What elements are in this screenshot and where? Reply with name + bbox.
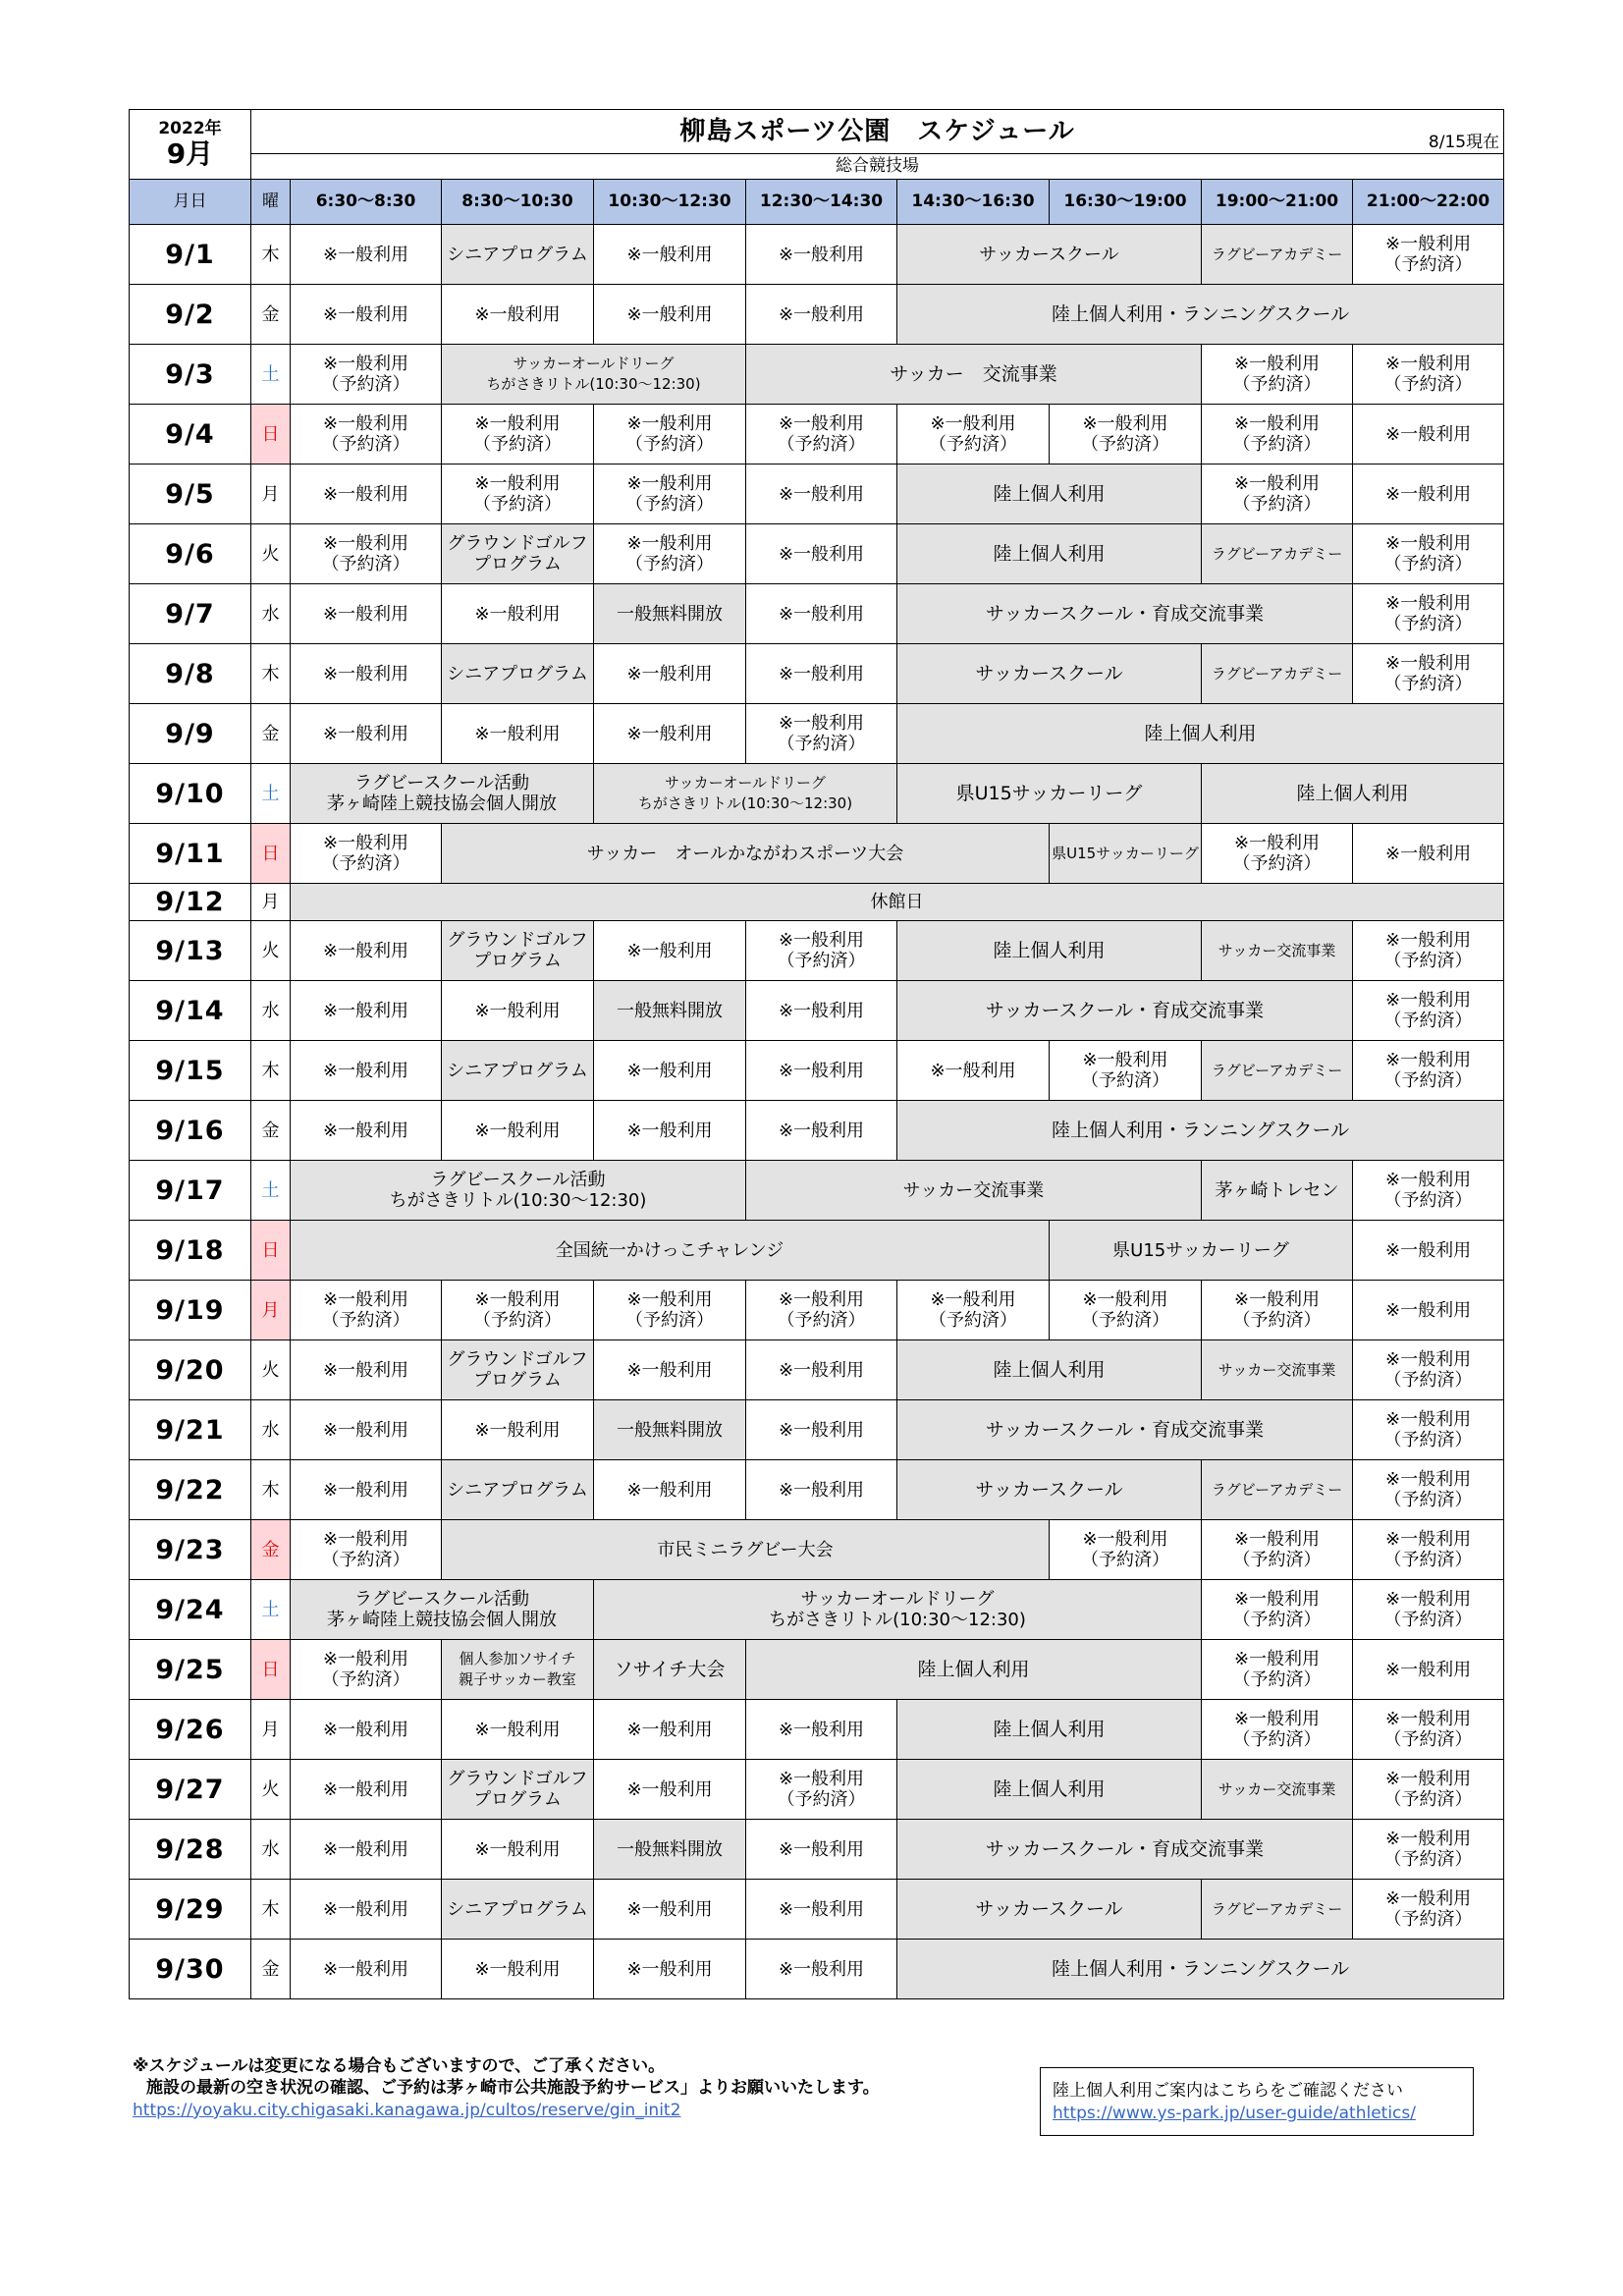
slot-cell: ※一般利用 （予約済） [746, 405, 897, 465]
slot-cell: ※一般利用 （予約済） [746, 704, 897, 764]
slot-cell: ※一般利用 [746, 584, 897, 644]
row-weekday: 金 [251, 704, 291, 764]
slot-cell: ※一般利用 [291, 1340, 442, 1400]
footer [129, 2051, 1523, 2150]
slot-cell: ※一般利用 [1353, 1221, 1504, 1281]
slot-cell: ※一般利用 （予約済） [1353, 1580, 1504, 1640]
program-cell: 陸上個人利用 [897, 465, 1202, 524]
program-cell: シニアプログラム [442, 644, 594, 704]
slot-cell: ※一般利用 [594, 1340, 746, 1400]
slot-cell: ※一般利用 [594, 285, 746, 345]
schedule-row [130, 1400, 1504, 1460]
slot-cell: ※一般利用 [291, 1460, 442, 1520]
row-weekday: 月 [251, 1700, 291, 1760]
slot-cell: ※一般利用 [442, 704, 594, 764]
slot-cell: ※一般利用 [746, 225, 897, 285]
slot-cell: ※一般利用 [1353, 1640, 1504, 1700]
program-cell: サッカー交流事業 [1202, 921, 1353, 981]
program-cell: グラウンドゴルフ プログラム [442, 1760, 594, 1820]
slot-cell: ※一般利用 [291, 285, 442, 345]
row-date: 9/6 [130, 524, 251, 584]
slot-cell: ※一般利用 [442, 285, 594, 345]
slot-cell: ※一般利用 （予約済） [897, 405, 1050, 465]
schedule-row [130, 225, 1504, 285]
program-cell: 陸上個人利用・ランニングスクール [897, 1101, 1504, 1161]
col-header-slot: 6:30～8:30 [291, 180, 442, 225]
slot-cell: ※一般利用 [746, 1340, 897, 1400]
schedule-row [130, 1161, 1504, 1221]
slot-cell: ※一般利用 （予約済） [1202, 465, 1353, 524]
slot-cell: ※一般利用 [442, 1940, 594, 1999]
schedule-row [130, 1460, 1504, 1520]
program-cell: 陸上個人利用・ランニングスクール [897, 1940, 1504, 1999]
program-cell: グラウンドゴルフ プログラム [442, 524, 594, 584]
month-label: 9月 [166, 137, 214, 170]
slot-cell: ※一般利用 （予約済） [291, 405, 442, 465]
program-cell: サッカー オールかながわスポーツ大会 [442, 824, 1050, 884]
month-cell [130, 110, 251, 180]
slot-cell: ※一般利用 [594, 1760, 746, 1820]
row-date: 9/1 [130, 225, 251, 285]
slot-cell: ※一般利用 [746, 1820, 897, 1880]
slot-cell: ※一般利用 （予約済） [291, 1640, 442, 1700]
row-date: 9/16 [130, 1101, 251, 1161]
slot-cell: ※一般利用 （予約済） [291, 524, 442, 584]
program-cell: ラグビーアカデミー [1202, 1041, 1353, 1101]
program-cell: シニアプログラム [442, 1460, 594, 1520]
slot-cell: ※一般利用 （予約済） [1353, 524, 1504, 584]
program-cell: 陸上個人利用 [897, 704, 1504, 764]
program-cell: 全国統一かけっこチャレンジ [291, 1221, 1050, 1281]
slot-cell: ※一般利用 [746, 1400, 897, 1460]
slot-cell: ※一般利用 [594, 644, 746, 704]
row-weekday: 木 [251, 644, 291, 704]
program-cell: サッカースクール [897, 225, 1202, 285]
slot-cell: ※一般利用 [291, 644, 442, 704]
program-cell: グラウンドゴルフ プログラム [442, 921, 594, 981]
program-cell: 陸上個人利用 [897, 1760, 1202, 1820]
row-weekday: 日 [251, 405, 291, 465]
schedule-sheet [129, 109, 1503, 1999]
row-weekday: 日 [251, 1640, 291, 1700]
slot-cell: ※一般利用 （予約済） [1050, 1520, 1202, 1580]
row-weekday: 水 [251, 981, 291, 1041]
program-cell: サッカー交流事業 [746, 1161, 1202, 1221]
schedule-row [130, 1520, 1504, 1580]
slot-cell: ※一般利用 （予約済） [291, 345, 442, 405]
row-date: 9/20 [130, 1340, 251, 1400]
row-date: 9/14 [130, 981, 251, 1041]
row-weekday: 木 [251, 1460, 291, 1520]
row-date: 9/5 [130, 465, 251, 524]
row-date: 9/24 [130, 1580, 251, 1640]
slot-cell: ※一般利用 [746, 1880, 897, 1940]
row-weekday: 月 [251, 1281, 291, 1340]
row-weekday: 土 [251, 1161, 291, 1221]
slot-cell: ※一般利用 [442, 1700, 594, 1760]
slot-cell: ※一般利用 [291, 1101, 442, 1161]
program-cell: サッカースクール [897, 1880, 1202, 1940]
schedule-row [130, 764, 1504, 824]
program-cell: 一般無料開放 [594, 584, 746, 644]
slot-cell: ※一般利用 [746, 1101, 897, 1161]
col-header-slot: 10:30～12:30 [594, 180, 746, 225]
program-cell: サッカーオールドリーグ ちがさきリトル(10:30～12:30) [594, 1580, 1202, 1640]
program-cell: シニアプログラム [442, 1880, 594, 1940]
venue-name: 総合競技場 [251, 154, 1504, 180]
slot-cell: ※一般利用 （予約済） [1353, 1400, 1504, 1460]
slot-cell: ※一般利用 [746, 1940, 897, 1999]
program-cell: グラウンドゴルフ プログラム [442, 1340, 594, 1400]
slot-cell: ※一般利用 [746, 285, 897, 345]
slot-cell: ※一般利用 [442, 1400, 594, 1460]
program-cell: サッカースクール・育成交流事業 [897, 1400, 1353, 1460]
slot-cell: ※一般利用 （予約済） [1202, 1580, 1353, 1640]
slot-cell: ※一般利用 [291, 1880, 442, 1940]
row-date: 9/17 [130, 1161, 251, 1221]
slot-cell: ※一般利用 [746, 1460, 897, 1520]
slot-cell: ※一般利用 （予約済） [291, 824, 442, 884]
schedule-row [130, 285, 1504, 345]
slot-cell: ※一般利用 （予約済） [594, 524, 746, 584]
row-date: 9/7 [130, 584, 251, 644]
schedule-row [130, 405, 1504, 465]
slot-cell: ※一般利用 [442, 981, 594, 1041]
row-date: 9/29 [130, 1880, 251, 1940]
program-cell: 県U15サッカーリーグ [897, 764, 1202, 824]
schedule-row [130, 465, 1504, 524]
program-cell: 陸上個人利用 [746, 1640, 1202, 1700]
row-date: 9/11 [130, 824, 251, 884]
program-cell: シニアプログラム [442, 225, 594, 285]
program-cell: 一般無料開放 [594, 1400, 746, 1460]
slot-cell: ※一般利用 [594, 225, 746, 285]
slot-cell: ※一般利用 （予約済） [1353, 1820, 1504, 1880]
slot-cell: ※一般利用 （予約済） [1353, 1041, 1504, 1101]
schedule-row [130, 584, 1504, 644]
column-header-row [130, 180, 1504, 225]
col-header-slot: 8:30～10:30 [442, 180, 594, 225]
row-date: 9/15 [130, 1041, 251, 1101]
slot-cell: ※一般利用 [291, 921, 442, 981]
slot-cell: ※一般利用 （予約済） [897, 1281, 1050, 1340]
slot-cell: ※一般利用 （予約済） [1202, 1520, 1353, 1580]
slot-cell: ※一般利用 （予約済） [1353, 1700, 1504, 1760]
slot-cell: ※一般利用 （予約済） [1353, 1760, 1504, 1820]
schedule-row [130, 345, 1504, 405]
slot-cell: ※一般利用 （予約済） [1202, 345, 1353, 405]
slot-cell: ※一般利用 [291, 1400, 442, 1460]
row-weekday: 火 [251, 921, 291, 981]
schedule-row [130, 921, 1504, 981]
row-date: 9/13 [130, 921, 251, 981]
slot-cell: ※一般利用 [291, 225, 442, 285]
schedule-row [130, 981, 1504, 1041]
col-header-date: 月日 [130, 180, 251, 225]
schedule-table [129, 109, 1504, 1999]
program-cell: サッカー交流事業 [1202, 1760, 1353, 1820]
slot-cell: ※一般利用 （予約済） [1353, 1460, 1504, 1520]
schedule-row [130, 1940, 1504, 1999]
program-cell: ラグビーアカデミー [1202, 644, 1353, 704]
row-weekday: 木 [251, 225, 291, 285]
program-cell: サッカースクール [897, 644, 1202, 704]
program-cell: 陸上個人利用・ランニングスクール [897, 285, 1504, 345]
slot-cell: ※一般利用 （予約済） [1050, 405, 1202, 465]
row-weekday: 月 [251, 465, 291, 524]
col-header-slot: 16:30～19:00 [1050, 180, 1202, 225]
schedule-row [130, 1820, 1504, 1880]
row-date: 9/18 [130, 1221, 251, 1281]
schedule-row [130, 524, 1504, 584]
schedule-row [130, 1880, 1504, 1940]
slot-cell: ※一般利用 [1353, 465, 1504, 524]
slot-cell: ※一般利用 （予約済） [594, 1281, 746, 1340]
slot-cell: ※一般利用 [594, 1041, 746, 1101]
row-weekday: 金 [251, 1101, 291, 1161]
row-weekday: 火 [251, 524, 291, 584]
slot-cell: ※一般利用 [746, 1700, 897, 1760]
slot-cell: ※一般利用 [746, 1041, 897, 1101]
row-date: 9/26 [130, 1700, 251, 1760]
slot-cell: ※一般利用 （予約済） [1353, 1520, 1504, 1580]
row-date: 9/10 [130, 764, 251, 824]
program-cell: サッカースクール [897, 1460, 1202, 1520]
slot-cell: ※一般利用 [291, 1820, 442, 1880]
footer-note: ※スケジュールは変更になる場合もございますので、ご了承ください。 [133, 2056, 666, 2076]
slot-cell: ※一般利用 [1353, 405, 1504, 465]
program-cell: シニアプログラム [442, 1041, 594, 1101]
row-weekday: 土 [251, 345, 291, 405]
slot-cell: ※一般利用 [594, 1880, 746, 1940]
program-cell: ラグビースクール活動 ちがさきリトル(10:30～12:30) [291, 1161, 746, 1221]
program-cell: ラグビーアカデミー [1202, 1460, 1353, 1520]
slot-cell: ※一般利用 [291, 704, 442, 764]
row-date: 9/27 [130, 1760, 251, 1820]
slot-cell: ※一般利用 [594, 1101, 746, 1161]
slot-cell: ※一般利用 （予約済） [442, 465, 594, 524]
as-of-date: 8/15現在 [1428, 133, 1500, 152]
slot-cell: ※一般利用 [291, 1940, 442, 1999]
reservation-link[interactable]: https://yoyaku.city.chigasaki.kanagawa.jp/cultos/reserve/gin_init2 [133, 2101, 681, 2120]
slot-cell: ※一般利用 [442, 1101, 594, 1161]
schedule-row [130, 644, 1504, 704]
slot-cell: ※一般利用 （予約済） [1353, 225, 1504, 285]
slot-cell: ※一般利用 （予約済） [1202, 1700, 1353, 1760]
program-cell: 陸上個人利用 [897, 921, 1202, 981]
schedule-row [130, 1640, 1504, 1700]
schedule-row [130, 1580, 1504, 1640]
schedule-row [130, 1340, 1504, 1400]
program-cell: 休館日 [291, 884, 1504, 921]
schedule-row [130, 1281, 1504, 1340]
program-cell: サッカースクール・育成交流事業 [897, 584, 1353, 644]
slot-cell: ※一般利用 [594, 1700, 746, 1760]
row-weekday: 水 [251, 1400, 291, 1460]
athletics-info-text: 陸上個人利用ご案内はこちらをご確認ください [1053, 2081, 1403, 2101]
program-cell: 陸上個人利用 [897, 524, 1202, 584]
schedule-row [130, 704, 1504, 764]
row-weekday: 日 [251, 1221, 291, 1281]
slot-cell: ※一般利用 （予約済） [1353, 584, 1504, 644]
slot-cell: ※一般利用 （予約済） [1202, 1281, 1353, 1340]
slot-cell: ※一般利用 （予約済） [291, 1520, 442, 1580]
slot-cell: ※一般利用 （予約済） [746, 1281, 897, 1340]
row-weekday: 月 [251, 884, 291, 921]
program-cell: 陸上個人利用 [1202, 764, 1504, 824]
row-date: 9/25 [130, 1640, 251, 1700]
slot-cell: ※一般利用 [291, 1041, 442, 1101]
col-header-slot: 21:00～22:00 [1353, 180, 1504, 225]
program-cell: サッカースクール・育成交流事業 [897, 1820, 1353, 1880]
row-date: 9/9 [130, 704, 251, 764]
col-header-slot: 19:00～21:00 [1202, 180, 1353, 225]
schedule-row [130, 1221, 1504, 1281]
program-cell: 陸上個人利用 [897, 1340, 1202, 1400]
schedule-row [130, 1700, 1504, 1760]
row-weekday: 火 [251, 1340, 291, 1400]
schedule-row [130, 884, 1504, 921]
athletics-info-link[interactable]: https://www.ys-park.jp/user-guide/athletics/ [1053, 2104, 1416, 2123]
program-cell: サッカーオールドリーグ ちがさきリトル(10:30～12:30) [442, 345, 746, 405]
program-cell: サッカースクール・育成交流事業 [897, 981, 1353, 1041]
program-cell: ソサイチ大会 [594, 1640, 746, 1700]
schedule-row [130, 1101, 1504, 1161]
slot-cell: ※一般利用 （予約済） [1050, 1281, 1202, 1340]
program-cell: サッカーオールドリーグ ちがさきリトル(10:30～12:30) [594, 764, 897, 824]
athletics-info-box [1040, 2067, 1474, 2136]
program-cell: 県U15サッカーリーグ [1050, 824, 1202, 884]
slot-cell: ※一般利用 [594, 1460, 746, 1520]
row-weekday: 土 [251, 764, 291, 824]
row-date: 9/2 [130, 285, 251, 345]
slot-cell: ※一般利用 [594, 1940, 746, 1999]
row-weekday: 水 [251, 584, 291, 644]
row-date: 9/12 [130, 884, 251, 921]
slot-cell: ※一般利用 [746, 524, 897, 584]
slot-cell: ※一般利用 [594, 921, 746, 981]
slot-cell: ※一般利用 [1353, 824, 1504, 884]
row-date: 9/30 [130, 1940, 251, 1999]
slot-cell: ※一般利用 （予約済） [442, 405, 594, 465]
slot-cell: ※一般利用 [442, 1820, 594, 1880]
row-date: 9/3 [130, 345, 251, 405]
row-date: 9/21 [130, 1400, 251, 1460]
slot-cell: ※一般利用 （予約済） [1202, 405, 1353, 465]
schedule-row [130, 1760, 1504, 1820]
program-cell: ラグビーアカデミー [1202, 1880, 1353, 1940]
slot-cell: ※一般利用 [291, 1700, 442, 1760]
program-cell: 一般無料開放 [594, 981, 746, 1041]
col-header-slot: 12:30～14:30 [746, 180, 897, 225]
slot-cell: ※一般利用 [746, 465, 897, 524]
slot-cell: ※一般利用 （予約済） [1353, 1340, 1504, 1400]
slot-cell: ※一般利用 （予約済） [1353, 644, 1504, 704]
row-date: 9/19 [130, 1281, 251, 1340]
slot-cell: ※一般利用 [1353, 1281, 1504, 1340]
row-weekday: 日 [251, 824, 291, 884]
slot-cell: ※一般利用 （予約済） [594, 405, 746, 465]
row-weekday: 金 [251, 1940, 291, 1999]
slot-cell: ※一般利用 （予約済） [291, 1281, 442, 1340]
program-cell: ラグビーアカデミー [1202, 225, 1353, 285]
program-cell: サッカー交流事業 [1202, 1340, 1353, 1400]
slot-cell: ※一般利用 [746, 644, 897, 704]
slot-cell: ※一般利用 [291, 584, 442, 644]
slot-cell: ※一般利用 [291, 465, 442, 524]
slot-cell: ※一般利用 （予約済） [746, 921, 897, 981]
slot-cell: ※一般利用 （予約済） [746, 1760, 897, 1820]
slot-cell: ※一般利用 [594, 704, 746, 764]
program-cell: 県U15サッカーリーグ [1050, 1221, 1353, 1281]
program-cell: サッカー 交流事業 [746, 345, 1202, 405]
row-date: 9/23 [130, 1520, 251, 1580]
program-cell: 市民ミニラグビー大会 [442, 1520, 1050, 1580]
slot-cell: ※一般利用 （予約済） [594, 465, 746, 524]
year-label: 2022年 [158, 119, 222, 138]
row-date: 9/8 [130, 644, 251, 704]
slot-cell: ※一般利用 [897, 1041, 1050, 1101]
slot-cell: ※一般利用 （予約済） [442, 1281, 594, 1340]
slot-cell: ※一般利用 （予約済） [1353, 981, 1504, 1041]
slot-cell: ※一般利用 [746, 981, 897, 1041]
program-cell: 一般無料開放 [594, 1820, 746, 1880]
row-weekday: 木 [251, 1041, 291, 1101]
page-title: 柳島スポーツ公園 スケジュール [679, 116, 1075, 146]
program-cell: 茅ヶ崎トレセン [1202, 1161, 1353, 1221]
row-weekday: 木 [251, 1880, 291, 1940]
row-date: 9/28 [130, 1820, 251, 1880]
slot-cell: ※一般利用 [291, 981, 442, 1041]
program-cell: 個人参加ソサイチ 親子サッカー教室 [442, 1640, 594, 1700]
row-weekday: 土 [251, 1580, 291, 1640]
slot-cell: ※一般利用 [442, 584, 594, 644]
schedule-row [130, 1041, 1504, 1101]
row-weekday: 金 [251, 285, 291, 345]
slot-cell: ※一般利用 [291, 1760, 442, 1820]
slot-cell: ※一般利用 （予約済） [1050, 1041, 1202, 1101]
program-cell: ラグビーアカデミー [1202, 524, 1353, 584]
row-weekday: 水 [251, 1820, 291, 1880]
slot-cell: ※一般利用 （予約済） [1353, 921, 1504, 981]
row-weekday: 金 [251, 1520, 291, 1580]
row-date: 9/4 [130, 405, 251, 465]
slot-cell: ※一般利用 （予約済） [1202, 824, 1353, 884]
row-weekday: 火 [251, 1760, 291, 1820]
col-header-dow: 曜 [251, 180, 291, 225]
row-date: 9/22 [130, 1460, 251, 1520]
slot-cell: ※一般利用 （予約済） [1353, 1880, 1504, 1940]
program-cell: ラグビースクール活動 茅ヶ崎陸上競技協会個人開放 [291, 764, 594, 824]
schedule-row [130, 824, 1504, 884]
slot-cell: ※一般利用 （予約済） [1353, 345, 1504, 405]
program-cell: ラグビースクール活動 茅ヶ崎陸上競技協会個人開放 [291, 1580, 594, 1640]
footer-note-booking: 施設の最新の空き状況の確認、ご予約は茅ヶ崎市公共施設予約サービス」よりお願いいたします。 [146, 2078, 880, 2098]
col-header-slot: 14:30～16:30 [897, 180, 1050, 225]
title-cell [251, 110, 1504, 154]
program-cell: 陸上個人利用 [897, 1700, 1202, 1760]
slot-cell: ※一般利用 （予約済） [1202, 1640, 1353, 1700]
slot-cell: ※一般利用 （予約済） [1353, 1161, 1504, 1221]
